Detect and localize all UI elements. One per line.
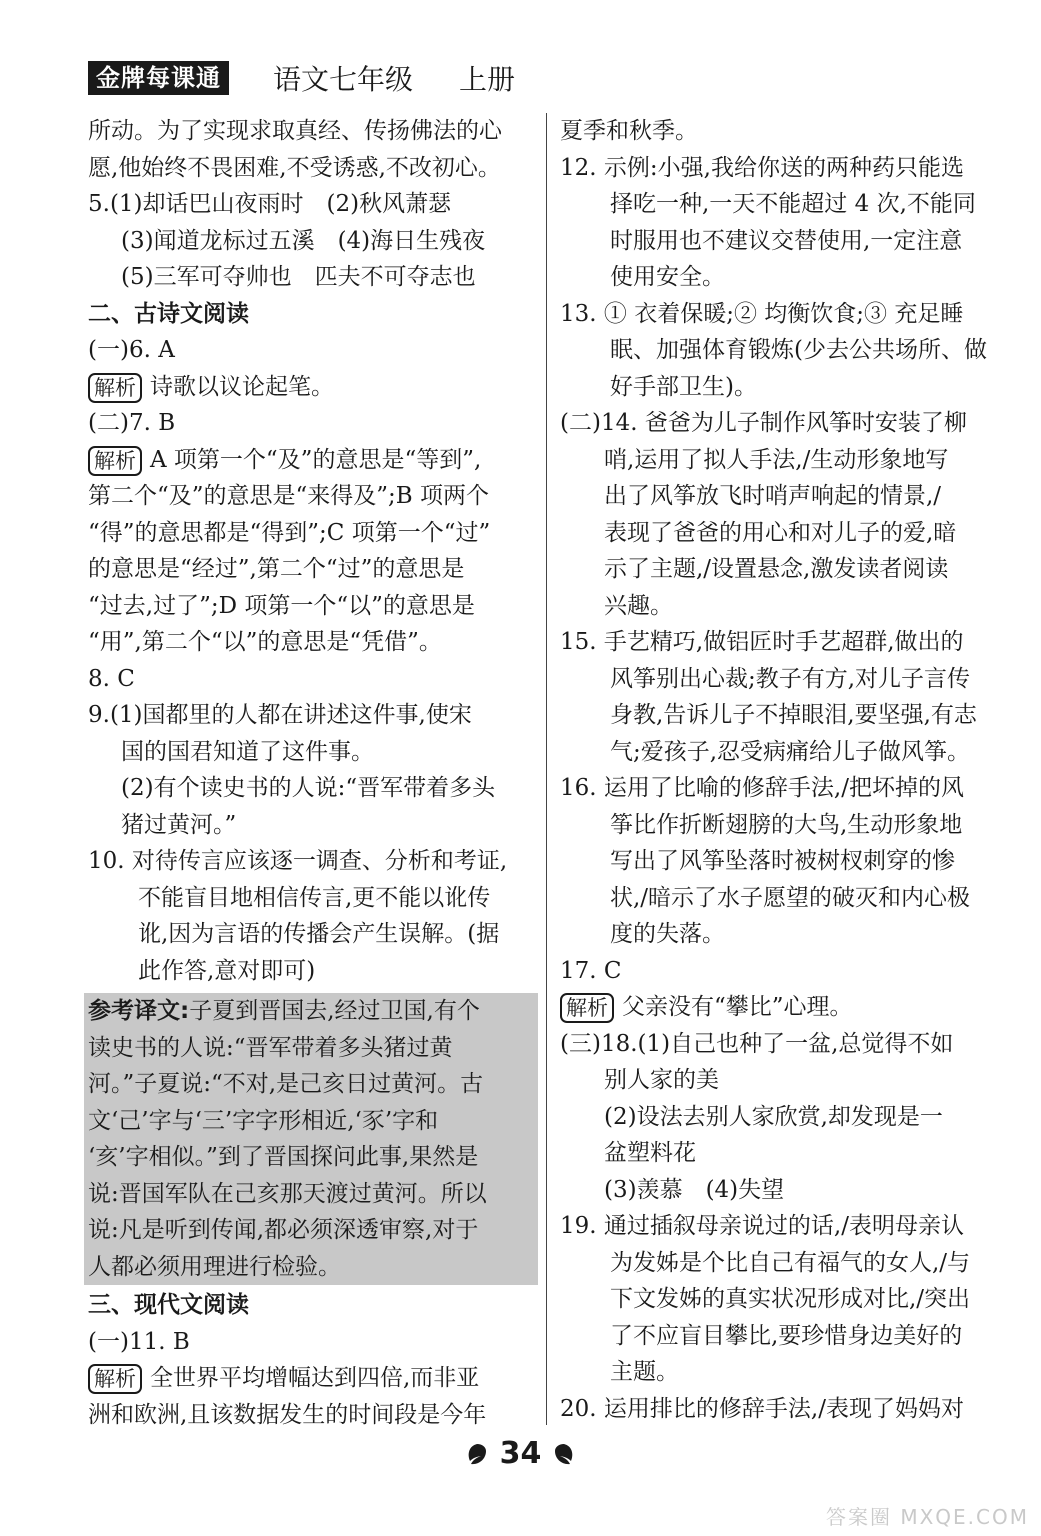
answer-12: 12. 示例:小强,我给你送的两种药只能选 — [560, 154, 964, 181]
book-volume: 上册 — [459, 63, 516, 96]
text-line: ‘亥’字相似。”到了晋国探问此事,果然是 — [88, 1144, 479, 1170]
text-line: 洲和欧洲,且该数据发生的时间段是今年 — [88, 1401, 487, 1428]
analysis-7 — [88, 442, 534, 479]
text-line: 主题。 — [610, 1359, 679, 1385]
answer-18: (三)18.(1)自己也种了一盆,总觉得不如 — [560, 1030, 954, 1057]
page-header — [88, 60, 515, 96]
text-line: 择吃一种,一天不能超过 4 次,不能同 — [610, 191, 976, 217]
text-line: 读史书的人说:“晋军带着多头猪过黄 — [88, 1034, 453, 1061]
analysis-text: 全世界平均增幅达到四倍,而非亚 — [150, 1365, 480, 1391]
text-line: 表现了爸爸的用心和对儿子的爱,暗 — [604, 519, 957, 546]
answer-11: (一)11. B — [88, 1328, 190, 1355]
answer-20: 20. 运用排比的修辞手法,/表现了妈妈对 — [560, 1395, 964, 1422]
text-line: “得”的意思都是“得到”;C 项第一个“过” — [88, 519, 491, 546]
page-footer — [0, 1436, 1041, 1471]
analysis-tag: 解析 — [88, 373, 142, 403]
answer-19: 19. 通过插叙母亲说过的话,/表明母亲认 — [560, 1213, 964, 1239]
answer-17: 17. C — [560, 957, 622, 984]
text-line: 时服用也不建议交替使用,一定注意 — [610, 227, 963, 254]
text-line: 了不应盲目攀比,要珍惜身边美好的 — [610, 1322, 963, 1349]
text-line: 河。”子夏说:“不对,是己亥日过黄河。古 — [88, 1071, 484, 1097]
answer-14: (二)14. 爸爸为儿子制作风筝时安装了柳 — [560, 410, 967, 436]
left-column — [88, 113, 534, 1433]
reference-translation-box — [84, 993, 538, 1285]
text-line: 状,/暗示了水子愿望的破灭和内心极 — [610, 884, 971, 911]
text-line: 人都必须用理进行检验。 — [88, 1253, 341, 1280]
answer-15: 15. 手艺精巧,做铝匠时手艺超群,做出的 — [560, 629, 964, 655]
text-line: 气;爱孩子,忍受病痛给儿子做风筝。 — [610, 738, 971, 765]
answer-6: (一)6. A — [88, 337, 175, 363]
text-line: 风筝别出心裁;教子有方,对儿子言传 — [610, 665, 971, 692]
section-heading-classical: 二、古诗文阅读 — [88, 300, 249, 327]
text-line: 身教,告诉儿子不掉眼泪,要坚强,有志 — [610, 702, 977, 728]
text-line: 为发姊是个比自己有福气的女人,/与 — [610, 1249, 971, 1276]
text-line: 愿,他始终不畏困难,不受诱惑,不改初心。 — [88, 154, 501, 181]
text-line: (2)设法去别人家欣赏,却发现是一 — [604, 1103, 943, 1130]
text-line: 出了风筝放飞时哨声响起的情景,/ — [604, 483, 942, 509]
brand-label: 金牌每课通 — [88, 61, 229, 95]
text-line: 眠、加强体育锻炼(少去公共场所、做 — [610, 337, 987, 363]
text-line: 别人家的美 — [604, 1067, 719, 1093]
text-line: 筝比作折断翅膀的大鸟,生动形象地 — [610, 811, 963, 838]
analysis-6 — [88, 369, 534, 406]
text-line: 度的失落。 — [610, 921, 725, 947]
analysis-text: 诗歌以议论起笔。 — [150, 373, 334, 400]
text-line — [88, 993, 534, 1030]
analysis-11 — [88, 1360, 534, 1397]
text-line: 下文发姊的真实状况形成对比,/突出 — [610, 1286, 971, 1312]
text-line: (3)羡慕 (4)失望 — [604, 1176, 785, 1203]
answer-5: 5.(1)却话巴山夜雨时 (2)秋风萧瑟 — [88, 191, 452, 217]
analysis-tag: 解析 — [88, 446, 142, 476]
section-heading-modern: 三、现代文阅读 — [88, 1292, 249, 1318]
page-number: 34 — [499, 1436, 542, 1471]
leaf-icon — [464, 1441, 490, 1467]
reference-text: 子夏到晋国去,经过卫国,有个 — [189, 998, 480, 1024]
text-line: 说:晋国军队在己亥那天渡过黄河。所以 — [88, 1180, 487, 1207]
text-line: (2)有个读史书的人说:“晋军带着多头 — [121, 775, 496, 801]
text-line: 第二个“及”的意思是“来得及”;B 项两个 — [88, 483, 489, 509]
text-line: 盆塑料花 — [604, 1140, 696, 1166]
text-line: 不能盲目地相信传言,更不能以讹传 — [138, 884, 491, 911]
text-line: 哨,运用了拟人手法,/生动形象地写 — [604, 446, 949, 473]
text-line: “过去,过了”;D 项第一个“以”的意思是 — [88, 592, 475, 619]
analysis-17 — [560, 989, 1006, 1026]
answer-9: 9.(1)国都里的人都在讲述这件事,使宋 — [88, 702, 472, 728]
answer-13: 13. ① 衣着保暖;② 均衡饮食;③ 充足睡 — [560, 300, 964, 327]
reference-label: 参考译文: — [88, 998, 190, 1024]
text-line: 夏季和秋季。 — [560, 118, 698, 144]
text-line: 使用安全。 — [610, 264, 725, 290]
answer-8: 8. C — [88, 665, 135, 692]
leaf-icon — [551, 1441, 577, 1467]
answer-5-line: (3)闻道龙标过五溪 (4)海日生残夜 — [121, 227, 486, 254]
text-line: 的意思是“经过”,第二个“过”的意思是 — [88, 556, 465, 582]
answer-7: (二)7. B — [88, 410, 176, 436]
text-line: 说:凡是听到传闻,都必须深透审察,对于 — [88, 1217, 479, 1243]
right-column — [560, 113, 1006, 1427]
text-line: “用”,第二个“以”的意思是“凭借”。 — [88, 629, 442, 655]
analysis-tag: 解析 — [560, 993, 614, 1023]
book-title: 语文七年级 — [273, 63, 414, 96]
text-line: 所动。为了实现求取真经、传扬佛法的心 — [88, 118, 502, 144]
text-line: 示了主题,/设置悬念,激发读者阅读 — [604, 556, 949, 582]
column-divider — [546, 113, 547, 1425]
answer-5-line: (5)三军可夺帅也 匹夫不可夺志也 — [121, 264, 476, 290]
answer-16: 16. 运用了比喻的修辞手法,/把坏掉的风 — [560, 775, 964, 801]
text-line: 文‘己’字与‘三’字字形相近,‘豕’字和 — [88, 1107, 439, 1134]
analysis-text: 父亲没有“攀比”心理。 — [622, 994, 853, 1020]
text-line: 国的国君知道了这件事。 — [121, 738, 374, 765]
text-line: 兴趣。 — [604, 592, 673, 619]
text-line: 此作答,意对即可) — [138, 957, 316, 984]
answer-10: 10. 对待传言应该逐一调查、分析和考证, — [88, 848, 508, 874]
watermark: 答案圈 MXQE.COM — [825, 1505, 1029, 1529]
text-line: 写出了风筝坠落时被树杈刺穿的惨 — [610, 848, 955, 874]
text-line: 猪过黄河。” — [121, 811, 237, 838]
text-line: 讹,因为言语的传播会产生误解。(据 — [138, 921, 500, 947]
text-line: 好手部卫生)。 — [610, 373, 757, 400]
analysis-tag: 解析 — [88, 1364, 142, 1394]
analysis-text: A 项第一个“及”的意思是“等到”, — [150, 446, 482, 473]
